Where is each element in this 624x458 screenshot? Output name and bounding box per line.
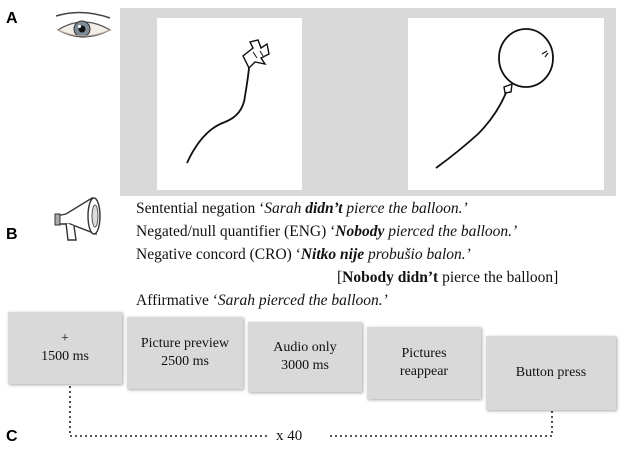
condition-affirmative [136, 292, 388, 310]
step-line-1: Audio only [273, 340, 337, 355]
gloss-bold-text: Nobody didn’t [342, 269, 439, 286]
megaphone-icon [52, 192, 110, 250]
example-bold-text: Nobody [335, 223, 385, 240]
example-text: Sarah pierced the balloon.’ [217, 292, 388, 309]
balloon-picture [408, 18, 604, 190]
step-line-2: 1500 ms [41, 349, 89, 364]
sequence-step-fixation [8, 312, 122, 384]
step-line-2: 3000 ms [281, 358, 329, 373]
condition-label: Negative concord (CRO) ‘ [136, 246, 301, 263]
negative-concord-gloss [337, 269, 558, 287]
condition-label: Sentential negation ‘ [136, 200, 265, 217]
repetition-count-label: x 40 [270, 428, 308, 445]
example-text: probušio balon.’ [364, 246, 471, 263]
condition-label: Negated/null quantifier (ENG) ‘ [136, 223, 336, 240]
sequence-step-button-press [486, 336, 616, 410]
gloss-text: pierce the balloon] [438, 269, 559, 286]
step-line-1: Pictures [401, 346, 447, 361]
gloss-bracket: [ [337, 269, 343, 286]
step-line-1: + [61, 331, 69, 346]
sequence-step-audio-only [248, 322, 362, 392]
sequence-step-picture-preview [127, 317, 243, 389]
example-text: pierced the balloon.’ [384, 223, 518, 240]
condition-null-quantifier [136, 223, 517, 241]
eye-icon [52, 8, 114, 46]
step-line-1: Picture preview [140, 336, 230, 351]
panel-label-b: B [6, 226, 18, 243]
step-line-2: reappear [399, 364, 449, 379]
condition-label: Affirmative ‘ [136, 292, 218, 309]
example-bold-text: didn’t [305, 200, 343, 217]
example-text: Sarah [264, 200, 306, 217]
example-text: pierce the balloon.’ [342, 200, 468, 217]
step-line-1: Button press [515, 365, 587, 380]
popped-balloon-picture [157, 18, 302, 190]
step-line-2: 2500 ms [161, 354, 209, 369]
example-bold-text: Nitko nije [300, 246, 365, 263]
condition-negative-concord [136, 246, 471, 264]
sequence-step-pictures-reappear [367, 327, 481, 399]
condition-sentential-negation [136, 200, 468, 218]
panel-label-a: A [6, 10, 18, 27]
panel-label-c: C [6, 428, 18, 445]
